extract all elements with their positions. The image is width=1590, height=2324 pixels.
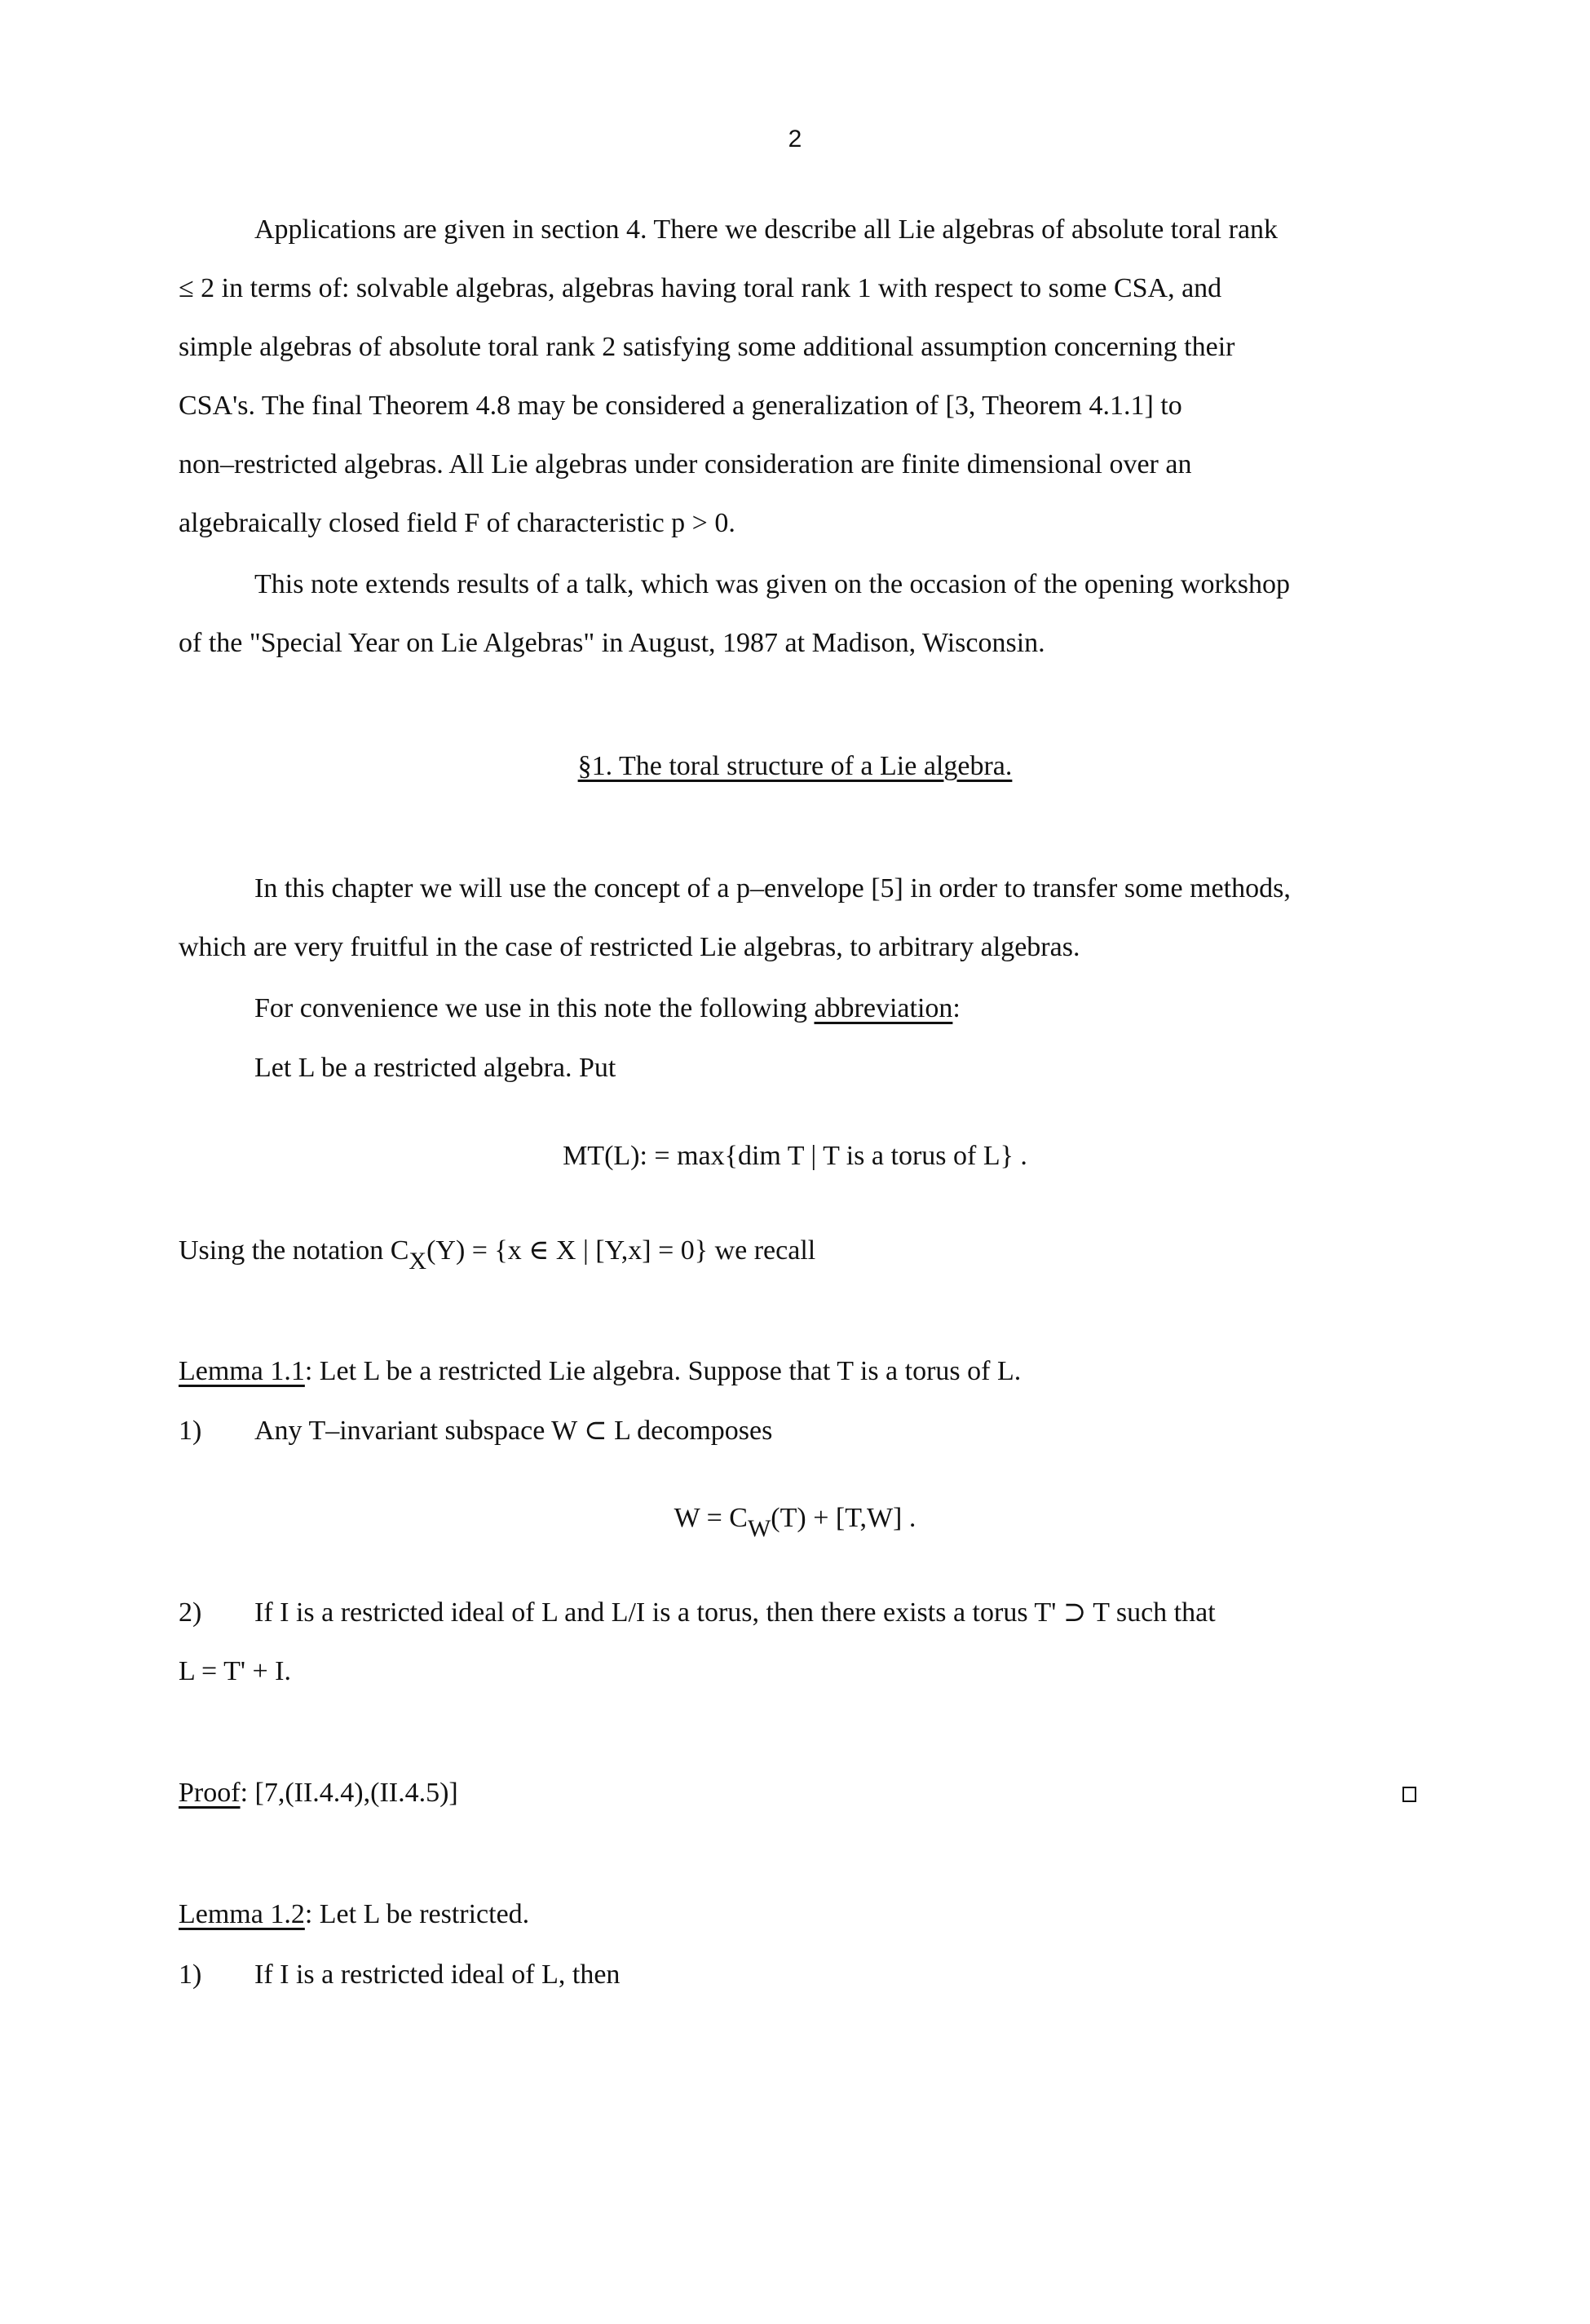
proof-line <box>179 1777 458 1809</box>
paragraph-1-line-6: algebraically closed field F of characteristic p > 0. <box>179 508 735 538</box>
mt-formula: MT(L): = max{dim T | T is a torus of L} . <box>563 1141 1027 1171</box>
convenience-prefix: For convenience we use in this note the following <box>254 993 815 1023</box>
paragraph-3-line-1: In this chapter we will use the concept of a p–envelope [5] in order to transfer some methods, <box>254 873 1291 904</box>
proof-text: : [7,(II.4.4),(II.4.5)] <box>240 1778 458 1808</box>
paragraph-1-line-4: CSA's. The final Theorem 4.8 may be considered a generalization of [3, Theorem 4.1.1] to <box>179 391 1182 421</box>
lemma-1-1-label: Lemma 1.1 <box>179 1356 305 1386</box>
lemma-1-1 <box>179 1355 1021 1388</box>
proof-label: Proof <box>179 1778 241 1808</box>
notation-line <box>179 1235 816 1275</box>
paragraph-1-line-1: Applications are given in section 4. There we describe all Lie algebras of absolute toral rank <box>254 214 1279 245</box>
paragraph-3-line-2: which are very fruitful in the case of restricted Lie algebras, to arbitrary algebras. <box>179 932 1080 962</box>
lemma-1-1-statement: : Let L be a restricted Lie algebra. Suppose that T is a torus of L. <box>304 1356 1022 1386</box>
lemma-1-1-item-2-continuation: L = T' + I. <box>179 1656 291 1686</box>
section-heading <box>0 750 1590 783</box>
decomposition-subscript: W <box>747 1515 771 1542</box>
notation-suffix: (Y) = {x ∈ X | [Y,x] = 0} we recall <box>426 1235 816 1266</box>
lemma-1-1-item-1-number: 1) <box>179 1416 202 1446</box>
lemma-1-2 <box>179 1898 529 1931</box>
lemma-1-2-label: Lemma 1.2 <box>179 1899 305 1929</box>
convenience-line <box>254 992 961 1025</box>
paragraph-1-line-3: simple algebras of absolute toral rank 2 satisfying some additional assumption concerning their <box>179 332 1235 362</box>
decomposition-formula <box>0 1502 1590 1542</box>
section-heading-text: §1. The toral structure of a Lie algebra. <box>577 751 1013 781</box>
qed-square-icon <box>1402 1787 1416 1802</box>
lemma-1-2-statement: : Let L be restricted. <box>304 1899 530 1929</box>
paragraph-1-line-5: non–restricted algebras. All Lie algebras under consideration are finite dimensional over an <box>179 449 1192 479</box>
lemma-1-1-item-2-text: If I is a restricted ideal of L and L/I is a torus, then there exists a torus T' ⊃ T such that <box>254 1597 1216 1628</box>
decomposition-prefix: W = C <box>674 1503 748 1533</box>
lemma-1-2-item-1-number: 1) <box>179 1959 202 1990</box>
paragraph-2-line-2: of the "Special Year on Lie Algebras" in August, 1987 at Madison, Wisconsin. <box>179 628 1045 658</box>
notation-prefix: Using the notation C <box>179 1235 409 1266</box>
paragraph-2-line-1: This note extends results of a talk, which was given on the occasion of the opening workshop <box>254 569 1291 599</box>
convenience-suffix: : <box>952 993 961 1023</box>
lemma-1-1-item-2-number: 2) <box>179 1597 202 1628</box>
page-number: 2 <box>788 126 802 152</box>
paragraph-1-line-2: ≤ 2 in terms of: solvable algebras, algebras having toral rank 1 with respect to some CSA, and <box>179 273 1222 303</box>
notation-subscript: X <box>409 1248 427 1275</box>
let-line: Let L be a restricted algebra. Put <box>254 1053 616 1083</box>
lemma-1-1-item-1-text: Any T–invariant subspace W ⊂ L decomposes <box>254 1416 773 1446</box>
lemma-1-2-item-1-text: If I is a restricted ideal of L, then <box>254 1959 621 1990</box>
decomposition-suffix: (T) + [T,W] . <box>771 1503 916 1533</box>
abbreviation-term: abbreviation <box>814 993 953 1023</box>
